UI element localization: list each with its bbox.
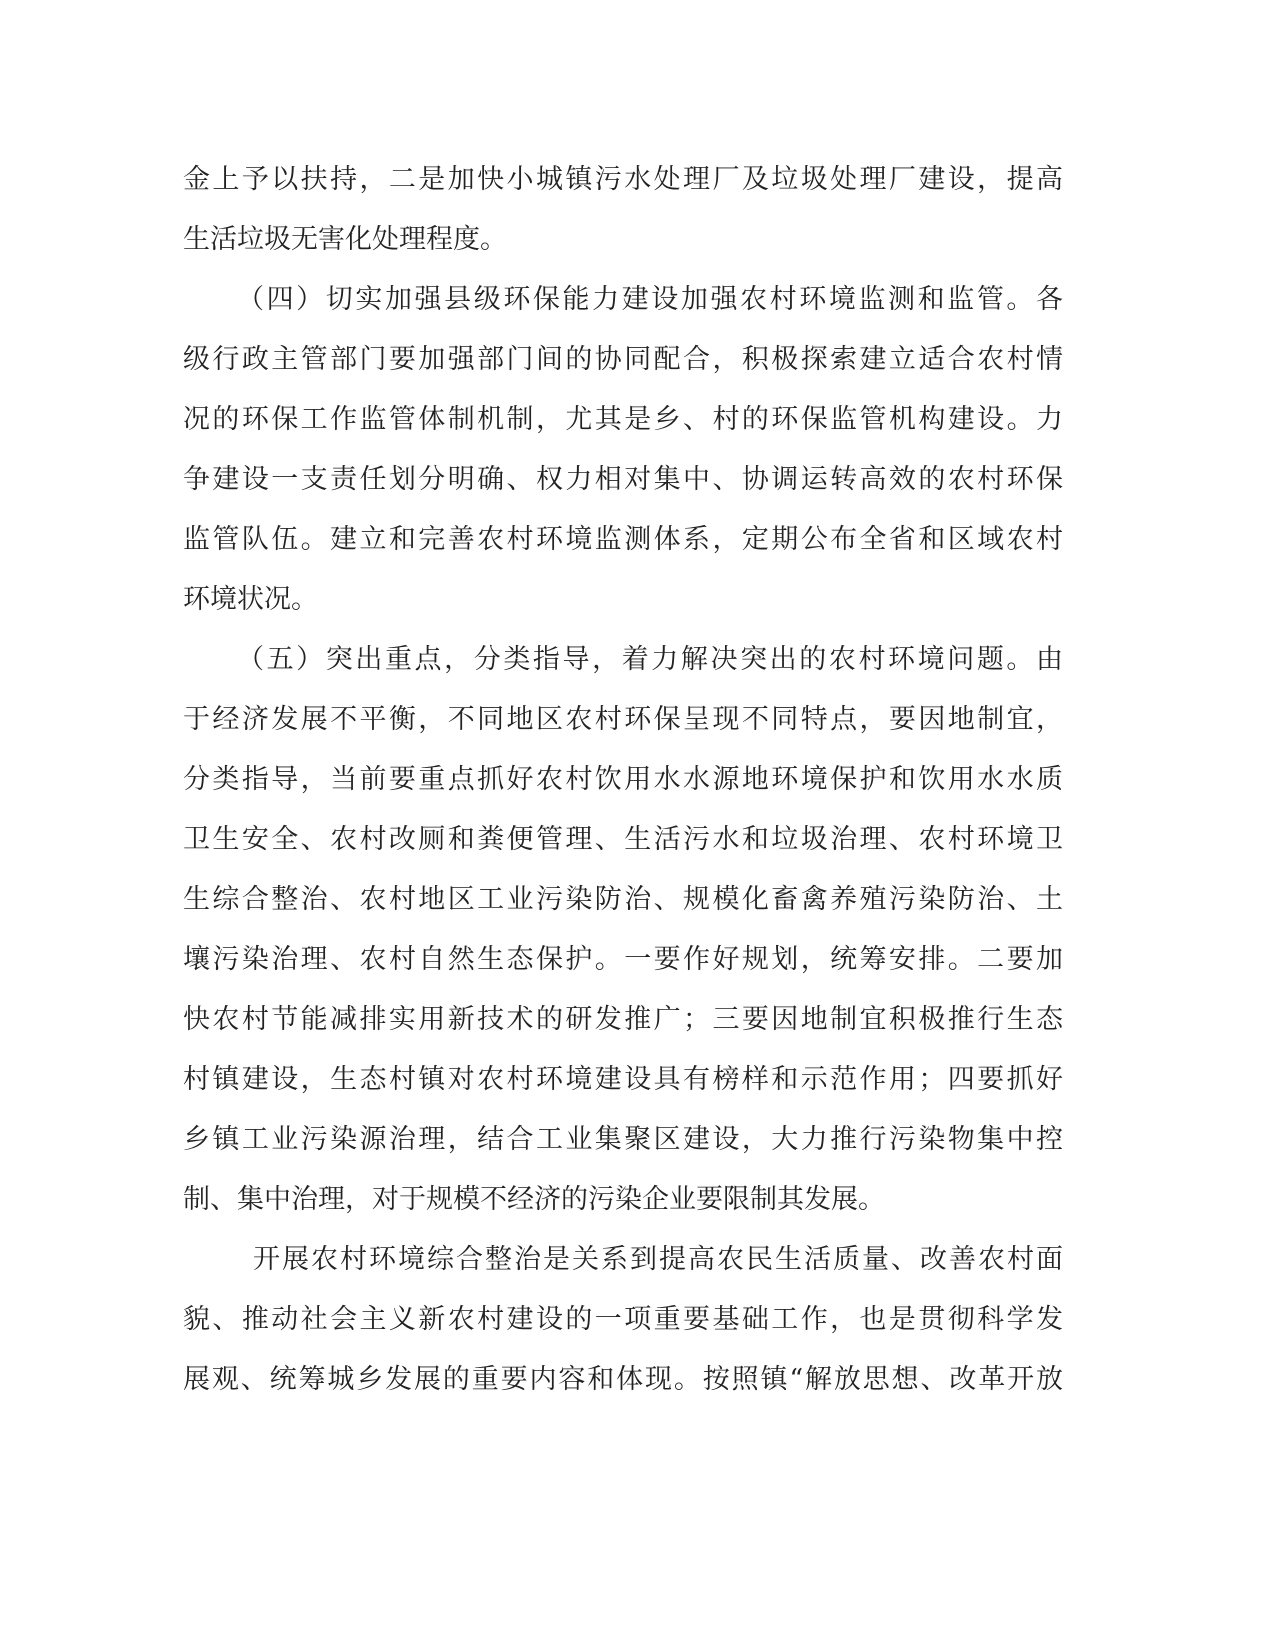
text-line: 貌、推动社会主义新农村建设的一项重要基础工作，也是贯彻科学发 — [183, 1304, 1063, 1335]
text-line: 况的环保工作监管体制机制，尤其是乡、村的环保监管机构建设。力 — [183, 404, 1063, 435]
text-line: 开展农村环境综合整治是关系到提高农民生活质量、改善农村面 — [253, 1244, 1063, 1275]
text-line: （五）突出重点，分类指导，着力解决突出的农村环境问题。由 — [237, 644, 1063, 675]
text-line: 壤污染治理、农村自然生态保护。一要作好规划，统筹安排。二要加 — [183, 944, 1063, 975]
text-line: 金上予以扶持，二是加快小城镇污水处理厂及垃圾处理厂建设，提高 — [183, 164, 1063, 195]
text-line: 级行政主管部门要加强部门间的协同配合，积极探索建立适合农村情 — [183, 344, 1063, 375]
text-line: 监管队伍。建立和完善农村环境监测体系，定期公布全省和区域农村 — [183, 524, 1063, 555]
text-line: 争建设一支责任划分明确、权力相对集中、协调运转高效的农村环保 — [183, 464, 1063, 495]
text-line: 生综合整治、农村地区工业污染防治、规模化畜禽养殖污染防治、土 — [183, 884, 1063, 915]
text-line: 快农村节能减排实用新技术的研发推广；三要因地制宜积极推行生态 — [183, 1004, 1063, 1035]
text-line: 于经济发展不平衡，不同地区农村环保呈现不同特点，要因地制宜， — [183, 704, 1063, 735]
text-line: 村镇建设，生态村镇对农村环境建设具有榜样和示范作用；四要抓好 — [183, 1064, 1063, 1095]
text-line: 分类指导，当前要重点抓好农村饮用水水源地环境保护和饮用水水质 — [183, 764, 1063, 795]
text-line: （四）切实加强县级环保能力建设加强农村环境监测和监管。各 — [237, 284, 1063, 315]
text-line: 乡镇工业污染源治理，结合工业集聚区建设，大力推行污染物集中控 — [183, 1124, 1063, 1155]
text-line: 制、集中治理，对于规模不经济的污染企业要限制其发展。 — [183, 1184, 885, 1215]
document-body — [183, 150, 1063, 1410]
text-line: 展观、统筹城乡发展的重要内容和体现。按照镇“解放思想、改革开放 — [183, 1364, 1063, 1395]
text-line: 环境状况。 — [183, 584, 318, 615]
text-line: 卫生安全、农村改厕和粪便管理、生活污水和垃圾治理、农村环境卫 — [183, 824, 1063, 855]
text-line: 生活垃圾无害化处理程度。 — [183, 224, 507, 255]
